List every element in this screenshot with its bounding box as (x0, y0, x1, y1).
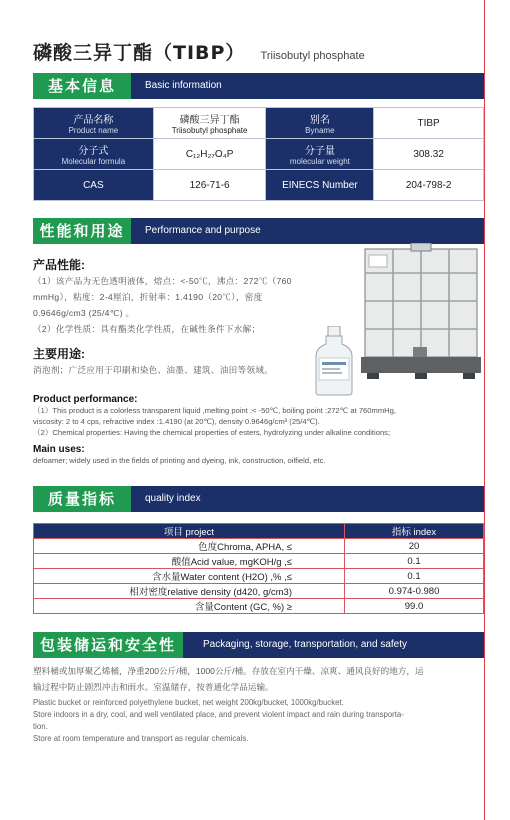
cas-label: CAS (34, 170, 154, 201)
uses-text-cn: 消泡剂；广泛应用于印刷和染色、油墨、建筑、油田等领域。 (33, 365, 274, 375)
table-row (34, 139, 484, 170)
quality-item: 含水量Water content (H2O) ,% ,≤ (34, 569, 345, 584)
section-basic-cn: 基本信息 (33, 73, 131, 99)
section-basic-en: Basic information (145, 80, 222, 91)
section-packaging-en: Packaging, storage, transportation, and safety (203, 639, 408, 650)
packaging-line-cn: 输过程中防止剧烈冲击和雨水。室温储存，按普通化学品运输。 (33, 682, 274, 692)
ibc-tote-image (357, 243, 485, 381)
performance-english (33, 394, 484, 466)
einecs-label: EINECS Number (266, 170, 374, 201)
quality-value: 99.0 (345, 599, 484, 614)
performance-heading-cn: 产品性能: (33, 258, 85, 272)
quality-item: 酸值Acid value, mgKOH/g ,≤ (34, 554, 345, 569)
quality-value: 0.1 (345, 569, 484, 584)
section-basic-info (33, 73, 484, 99)
section-performance-en: Performance and purpose (145, 225, 261, 236)
performance-line: （1）该产品为无色透明液体，熔点：<-50℃，沸点：272℃（760 (33, 276, 292, 286)
cas-value: 126-71-6 (153, 170, 266, 201)
section-quality-en: quality index (145, 493, 201, 504)
uses-text-en: defoamer; widely used in the fields of printing and dyeing, ink, construction, oilfield, etc. (33, 456, 326, 465)
packaging-text (33, 663, 484, 745)
reagent-bottle-image (312, 326, 356, 396)
section-quality (33, 486, 484, 512)
table-row (34, 170, 484, 201)
performance-line: 0.9646g/cm3 (25/4℃) 。 (33, 308, 135, 318)
page-title (33, 38, 365, 65)
performance-line: mmHg），粘度：2-4厘泊，折射率：1.4190（20℃），密度 (33, 292, 263, 302)
performance-line-en: viscosity: 2 to 4 cps, refractive index :1.4190 (at 20℃), density 0.9646g/cm³ (25/4℃). (33, 417, 320, 426)
table-row (34, 539, 484, 554)
performance-chinese (33, 256, 343, 378)
byname-label: 别名 Byname (266, 108, 374, 139)
packaging-line-cn: 塑料桶或加厚聚乙烯桶，净重200公斤/桶，1000公斤/桶。存放在室内干燥、凉爽、通风良好的地方，运 (33, 666, 424, 676)
packaging-line-en: tion. (33, 722, 48, 731)
table-header-row (34, 524, 484, 539)
packaging-line-en: Plastic bucket or reinforced polyethylene bucket, net weight 200kg/bucket, 1000kg/bucket. (33, 698, 344, 707)
section-packaging (33, 632, 484, 658)
formula-label: 分子式 Molecular formula (34, 139, 154, 170)
table-row (34, 599, 484, 614)
quality-value: 0.1 (345, 554, 484, 569)
product-name-label: 产品名称 Product name (34, 108, 154, 139)
table-row (34, 108, 484, 139)
basic-info-table (33, 107, 484, 201)
performance-line-en: （2）Chemical properties: Having the chemical properties of esters, hydrolyzing under alkaline conditions; (33, 428, 391, 437)
column-header-project: 项目 project (34, 524, 345, 539)
packaging-line-en: Store indoors in a dry, cool, and well ventilated place, and prevent violent impact and rain during transporta- (33, 710, 404, 719)
section-packaging-cn: 包装储运和安全性 (33, 632, 183, 658)
section-performance (33, 218, 484, 244)
quality-item: 色度Chroma, APHA, ≤ (34, 539, 345, 554)
title-chinese: 磷酸三异丁酯（TIBP） (33, 42, 246, 64)
right-margin-line (484, 0, 485, 820)
uses-heading-cn: 主要用途: (33, 347, 85, 361)
byname-value: TIBP (374, 108, 484, 139)
product-name-value: 磷酸三异丁酯 Triisobutyl phosphate (153, 108, 266, 139)
quality-table (33, 523, 484, 614)
section-quality-cn: 质量指标 (33, 486, 131, 512)
table-row (34, 569, 484, 584)
section-performance-cn: 性能和用途 (33, 218, 131, 244)
weight-label: 分子量 molecular weight (266, 139, 374, 170)
performance-heading-en: Product performance: (33, 394, 138, 405)
quality-value: 20 (345, 539, 484, 554)
title-english: Triisobutyl phosphate (260, 50, 365, 62)
einecs-value: 204-798-2 (374, 170, 484, 201)
table-row (34, 584, 484, 599)
quality-item: 含量Content (GC, %) ≥ (34, 599, 345, 614)
table-row (34, 554, 484, 569)
formula-value: C₁₂H₂₇O₄P (153, 139, 266, 170)
performance-line-en: （1）This product is a colorless transparent liquid ,melting point :< -50℃, boiling point :272℃ at 760mmHg, (33, 406, 396, 415)
quality-value: 0.974-0.980 (345, 584, 484, 599)
performance-line: （2）化学性质：具有酯类化学性质，在碱性条件下水解； (33, 324, 261, 334)
column-header-index: 指标 index (345, 524, 484, 539)
weight-value: 308.32 (374, 139, 484, 170)
quality-item: 相对密度relative density (d420, g/cm3) (34, 584, 345, 599)
packaging-line-en: Store at room temperature and transport as regular chemicals. (33, 734, 249, 743)
uses-heading-en: Main uses: (33, 444, 85, 455)
